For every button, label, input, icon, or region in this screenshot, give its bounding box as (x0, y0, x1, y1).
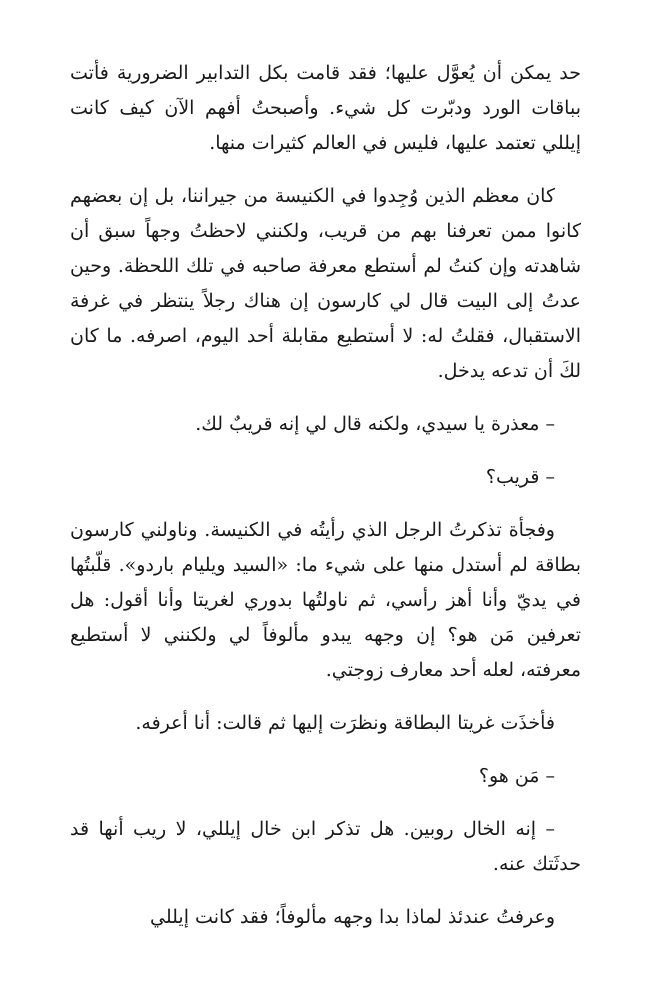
paragraph-2: كان معظم الذين وُجِدوا في الكنيسة من جيراننا، بل إن بعضهم كانوا ممن تعرفنا بهم من قريب، ولكنني لاحظتُ وجهاً سبق أن شاهدته وإن كنتُ لم أستطع معرفة صاحبه في تلك اللحظة. وحين عدتُ إلى البيت قال لي كارسون إن هناك رجلاً ينتظر في غرفة الاستقبال، فقلتُ له: لا أستطيع مقابلة أحد اليوم، اصرفه. ما كان لكَ أن تدعه يدخل. (70, 185, 581, 382)
dialogue-line-2: – قريب؟ (485, 466, 555, 488)
paragraph-5: وعرفتُ عندئذ لماذا بدا وجهه مألوفاً؛ فقد كانت إيللي (150, 906, 555, 928)
paragraph-1: حد يمكن أن يُعوَّل عليها؛ فقد قامت بكل التدابير الضرورية فأتت بباقات الورد ودبّرت كل شيء. وأصبحتُ أفهم الآن كيف كانت إيللي تعتمد عليها، فليس في العالم كثيرات منها. (70, 62, 581, 154)
paragraph-4: فأخذَت غريتا البطاقة ونظرَت إليها ثم قالت: أنا أعرفه. (135, 712, 555, 734)
paragraph-3: وفجأة تذكرتُ الرجل الذي رأيتُه في الكنيسة. وناولني كارسون بطاقة لم أستدل منها على شيء ما: «السيد ويليام باردو». قلّبتُها في يديّ وأنا أهز رأسي، ثم ناولتُها بدوري لغريتا وأنا أقول: هل تعرفين مَن هو؟ إن وجهه يبدو مألوفاً لي ولكنني لا أستطيع معرفته، لعله أحد معارف زوجتي. (70, 519, 581, 681)
dialogue-line-4: – إنه الخال روبين. هل تذكر ابن خال إيللي، لا ريب أنها قد حدثَتك عنه. (70, 818, 581, 875)
dialogue-line-3: – مَن هو؟ (478, 765, 555, 787)
dialogue-line-1: – معذرة يا سيدي، ولكنه قال لي إنه قريبٌ لك. (195, 413, 555, 435)
